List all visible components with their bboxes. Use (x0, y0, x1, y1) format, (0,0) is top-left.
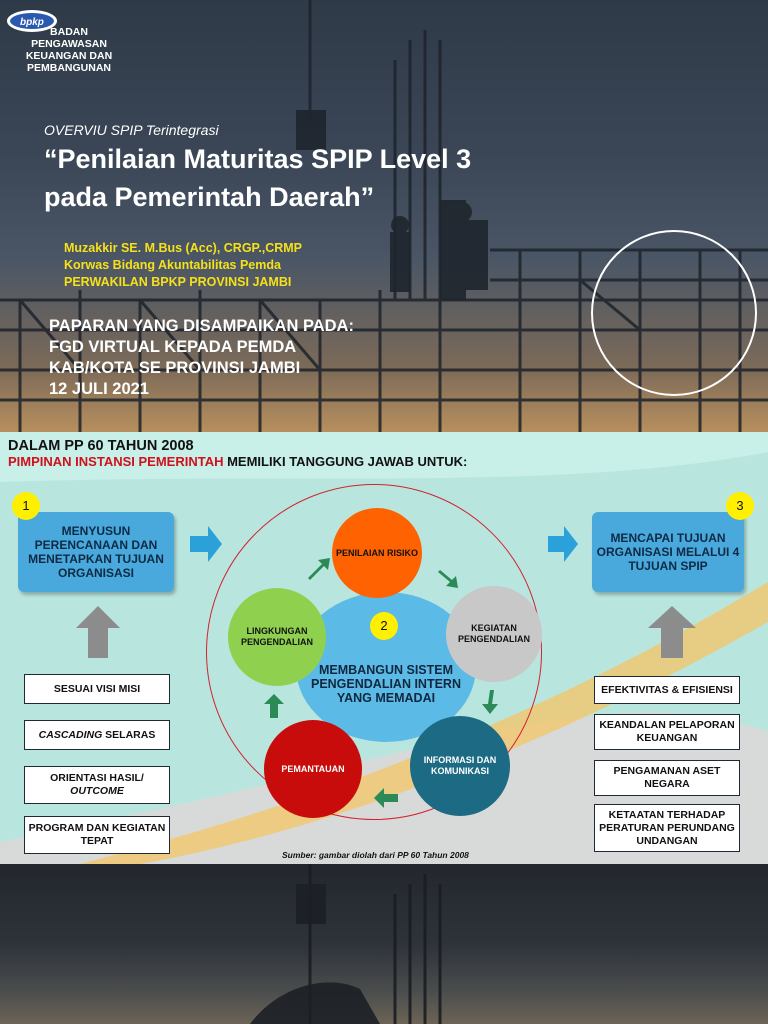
spip-goal: KETAATAN TERHADAP PERATURAN PERUNDANG UNDANGAN (594, 804, 740, 852)
spip-goal: PENGAMANAN ASET NEGARA (594, 760, 740, 796)
component-information-communication: INFORMASI DAN KOMUNIKASI (410, 716, 510, 816)
logo-text: bpkp (20, 17, 44, 28)
component-risk-assessment: PENILAIAN RISIKO (332, 508, 422, 598)
author-role: Korwas Bidang Akuntabilitas Pemda (64, 258, 281, 272)
author-block (64, 240, 302, 291)
title-line-1: “Penilaian Maturitas SPIP Level 3 (44, 144, 472, 174)
paparan-line: KAB/KOTA SE PROVINSI JAMBI (49, 359, 301, 377)
paparan-date: 12 JULI 2021 (49, 380, 149, 398)
diagram-subheading (8, 454, 467, 469)
subheading-highlight: PIMPINAN INSTANSI PEMERINTAH (8, 454, 224, 469)
paparan-line: PAPARAN YANG DISAMPAIKAN PADA: (49, 317, 354, 335)
planning-item: PROGRAM DAN KEGIATAN TEPAT (24, 816, 170, 854)
diagram-heading: DALAM PP 60 TAHUN 2008 (8, 438, 194, 454)
scaffold-background (0, 864, 768, 1024)
diagram-slide (0, 432, 768, 864)
spip-goal: KEANDALAN PELAPORAN KEUANGAN (594, 714, 740, 750)
next-slide-preview (0, 864, 768, 1024)
slide-kicker: OVERVIU SPIP Terintegrasi (44, 122, 219, 138)
component-monitoring: PEMANTAUAN (264, 720, 362, 818)
paparan-line: FGD VIRTUAL KEPADA PEMDA (49, 338, 297, 356)
responsibility-box-3: MENCAPAI TUJUAN ORGANISASI MELALUI 4 TUJUAN SPIP (592, 512, 744, 592)
italic-term: CASCADING (38, 728, 103, 741)
italic-term: OUTCOME (70, 785, 124, 797)
slide-title (44, 140, 604, 216)
decorative-ring (591, 230, 757, 396)
spip-goal: EFEKTIVITAS & EFISIENSI (594, 676, 740, 704)
title-line-2: pada Pemerintah Daerah” (44, 182, 375, 212)
planning-item: CASCADING SELARAS (24, 720, 170, 750)
number-badge-3: 3 (726, 492, 754, 520)
component-control-activities: KEGIATAN PENGENDALIAN (446, 586, 542, 682)
number-badge-2: 2 (370, 612, 398, 640)
author-name: Muzakkir SE. M.Bus (Acc), CRGP.,CRMP (64, 241, 303, 255)
source-note: Sumber: gambar diolah dari PP 60 Tahun 2008 (282, 850, 469, 860)
author-office: PERWAKILAN BPKP PROVINSI JAMBI (64, 275, 292, 289)
org-name: BADAN PENGAWASAN KEUANGAN DAN PEMBANGUNAN (25, 26, 113, 74)
number-badge-1: 1 (12, 492, 40, 520)
spip-center: MEMBANGUN SISTEM PENGENDALIAN INTERN YANG MEMADAI (296, 592, 476, 742)
presentation-info (49, 316, 354, 400)
subheading-rest: MEMILIKI TANGGUNG JAWAB UNTUK: (223, 454, 468, 469)
planning-item: ORIENTASI HASIL/ OUTCOME (24, 766, 170, 804)
responsibility-box-1: MENYUSUN PERENCANAAN DAN MENETAPKAN TUJUAN ORGANISASI (18, 512, 174, 592)
component-control-environment: LINGKUNGAN PENGENDALIAN (228, 588, 326, 686)
cover-slide (0, 0, 768, 432)
planning-item: SESUAI VISI MISI (24, 674, 170, 704)
